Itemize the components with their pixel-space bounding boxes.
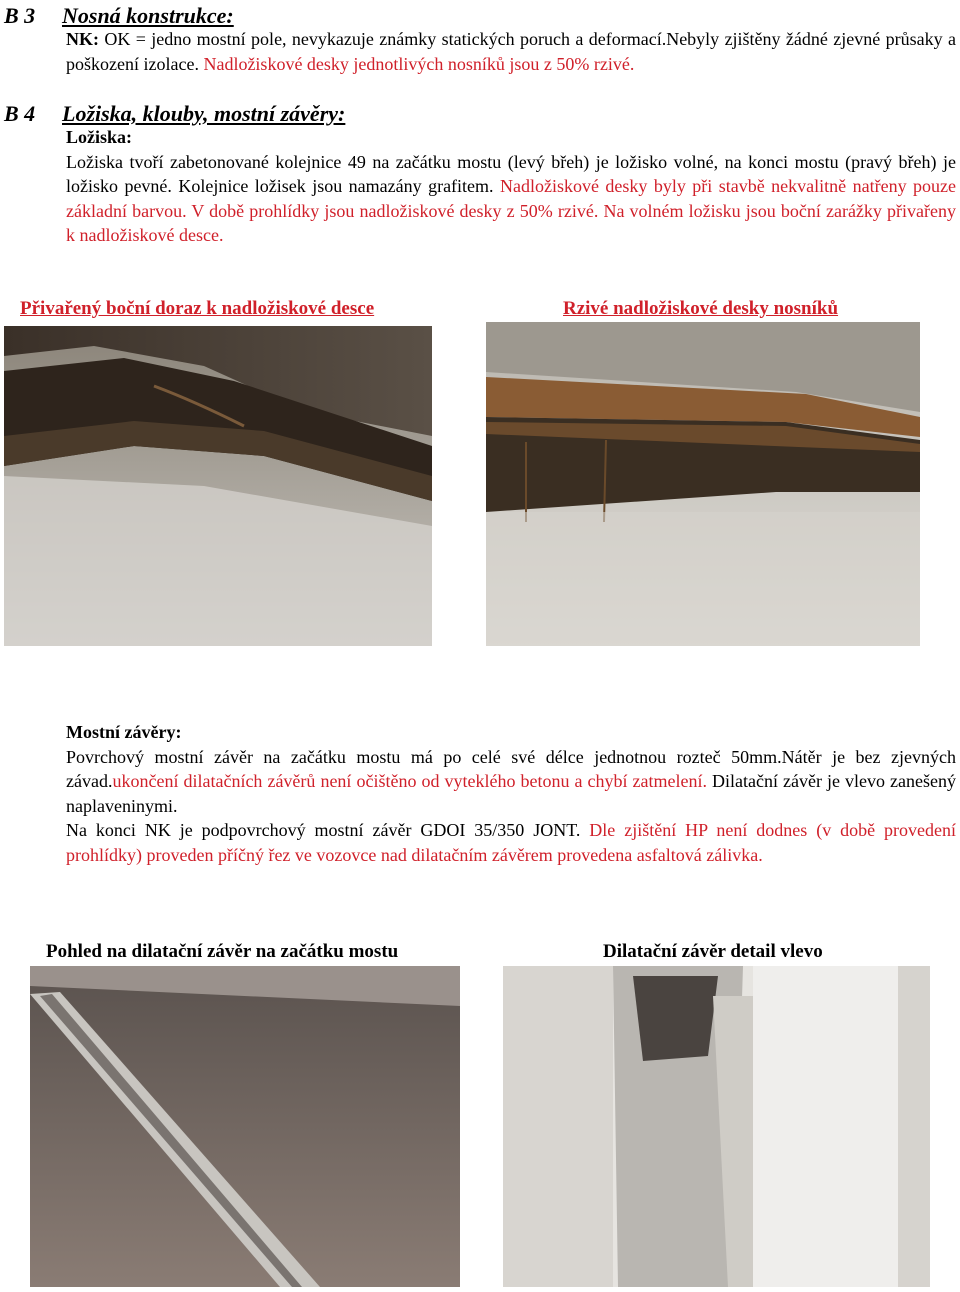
section-b3-text <box>66 27 956 76</box>
section-b4-heading <box>4 101 345 127</box>
photo-joint-view <box>30 966 460 1287</box>
photo-caption-joint-detail: Dilatační závěr detail vlevo <box>603 941 823 962</box>
joints-p2-red: Dle zjištění HP není dodnes (v době provedení prohlídky) proveden příčný řez ve vozovce nad dilatačním závěrem provedena asfaltová zálivka. <box>66 820 957 865</box>
bearings-block <box>66 125 956 248</box>
joints-paragraph-2 <box>66 818 956 867</box>
bearings-text-black: Ložiska tvoří zabetonované kolejnice 49 na začátku mostu (levý břeh) je ložisko volné, na konci mostu (pravý břeh) je ložisko pevné. Kolejnice ložisek jsou namazány grafitem. <box>66 151 956 196</box>
joints-block <box>66 720 956 867</box>
joints-paragraph-1 <box>66 745 956 819</box>
joints-heading: Mostní závěry: <box>66 722 182 742</box>
section-b3-title: Nosná konstrukce: <box>62 3 234 28</box>
nk-text: OK = jedno mostní pole, nevykazuje známky statických poruch a deformací.Nebyly zjištěny žádné zjevné průsaky a poškození izolace. <box>66 29 956 74</box>
section-b3-number: B 3 <box>4 3 36 28</box>
photo-joint-detail <box>503 966 930 1287</box>
section-b4-title: Ložiska, klouby, mostní závěry: <box>62 101 346 126</box>
nk-text-rust: Nadložiskové desky jednotlivých nosníků jsou z 50% rzivé. <box>203 53 635 74</box>
joints-p1-red: ukončení dilatačních závěrů není očištěno od vyteklého betonu a chybí zatmelení. <box>112 771 707 791</box>
photo-caption-welded-stop: Přivařený boční doraz k nadložiskové desce <box>20 298 375 319</box>
photo-caption-rusty-plates: Rzivé nadložiskové desky nosníků <box>563 298 839 319</box>
joints-p1-black: Povrchový mostní závěr na začátku mostu má po celé své délce jednotnou rozteč 50mm.Nátěr je bez zjevných závad. <box>66 746 956 791</box>
photo-welded-stop <box>4 326 432 646</box>
bearings-heading: Ložiska: <box>66 127 133 147</box>
photo-caption-joint-view: Pohled na dilatační závěr na začátku mostu <box>46 941 399 962</box>
joints-p2-black: Na konci NK je podpovrchový mostní závěr GDOI 35/350 JONT. <box>66 820 590 840</box>
nk-label: NK: <box>66 29 99 49</box>
photo-rusty-plates <box>486 322 920 646</box>
joints-p1-black-b: Dilatační závěr je vlevo zanešený naplaveninymi. <box>66 771 956 816</box>
bearings-text-red: Nadložiskové desky byly při stavbě nekvalitně natřeny pouze základní barvou. V době prohlídky jsou nadložiskové desky z 50% rzivé. Na volném ložisku jsou boční zarážky přivařeny k nadložiskové desce. <box>66 176 956 245</box>
bearings-text <box>66 150 956 248</box>
section-b3-heading <box>4 3 234 29</box>
section-b4-number: B 4 <box>4 101 36 126</box>
